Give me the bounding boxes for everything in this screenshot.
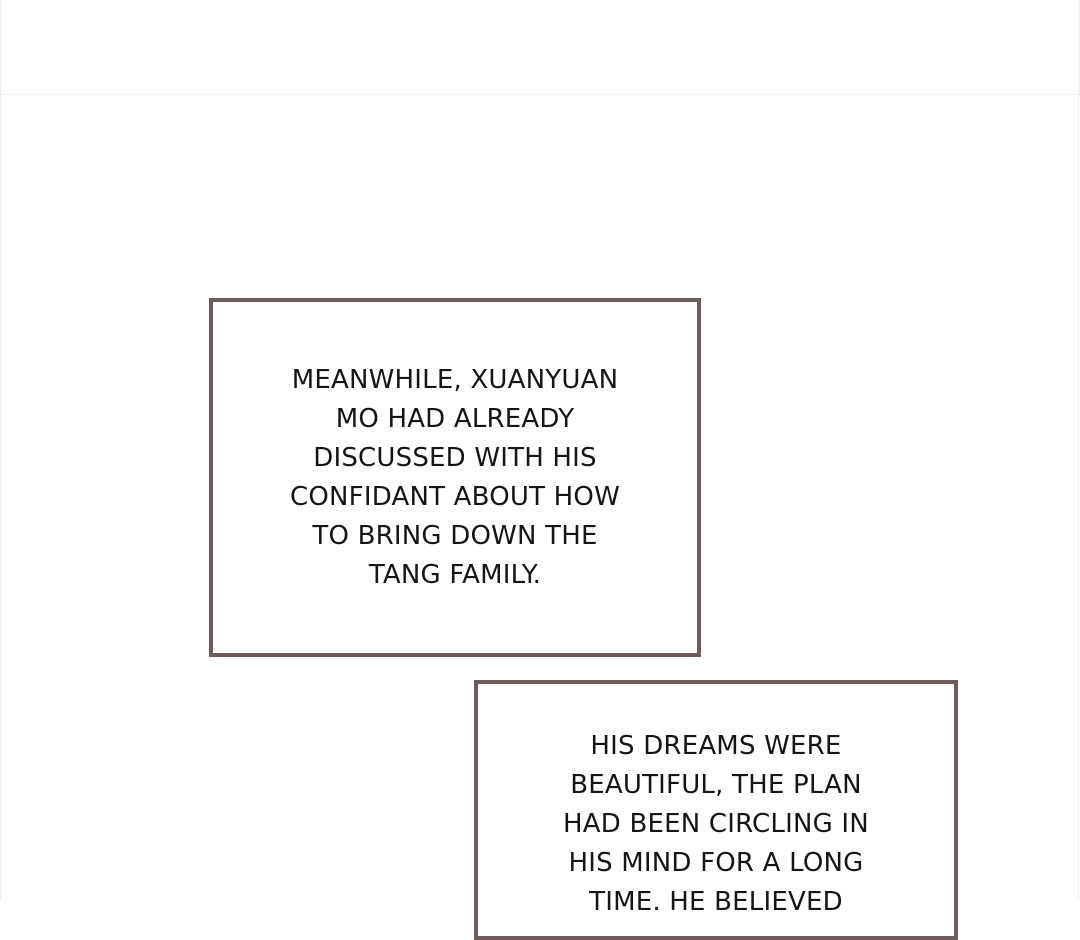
narration-caption-text-2: HIS DREAMS WERE BEAUTIFUL, THE PLAN HAD BEEN CIRCLING IN HIS MIND FOR A LONG TIME. HE BELIEVED	[563, 731, 869, 917]
narration-caption-box-2	[474, 680, 958, 940]
left-page-edge	[0, 95, 1, 900]
top-panel	[0, 0, 1080, 95]
right-page-edge	[1078, 95, 1079, 900]
narration-caption-box-1	[209, 298, 701, 657]
narration-caption-text-1: MEANWHILE, XUANYUAN MO HAD ALREADY DISCUSSED WITH HIS CONFIDANT ABOUT HOW TO BRING DOWN THE TANG FAMILY.	[290, 364, 620, 590]
